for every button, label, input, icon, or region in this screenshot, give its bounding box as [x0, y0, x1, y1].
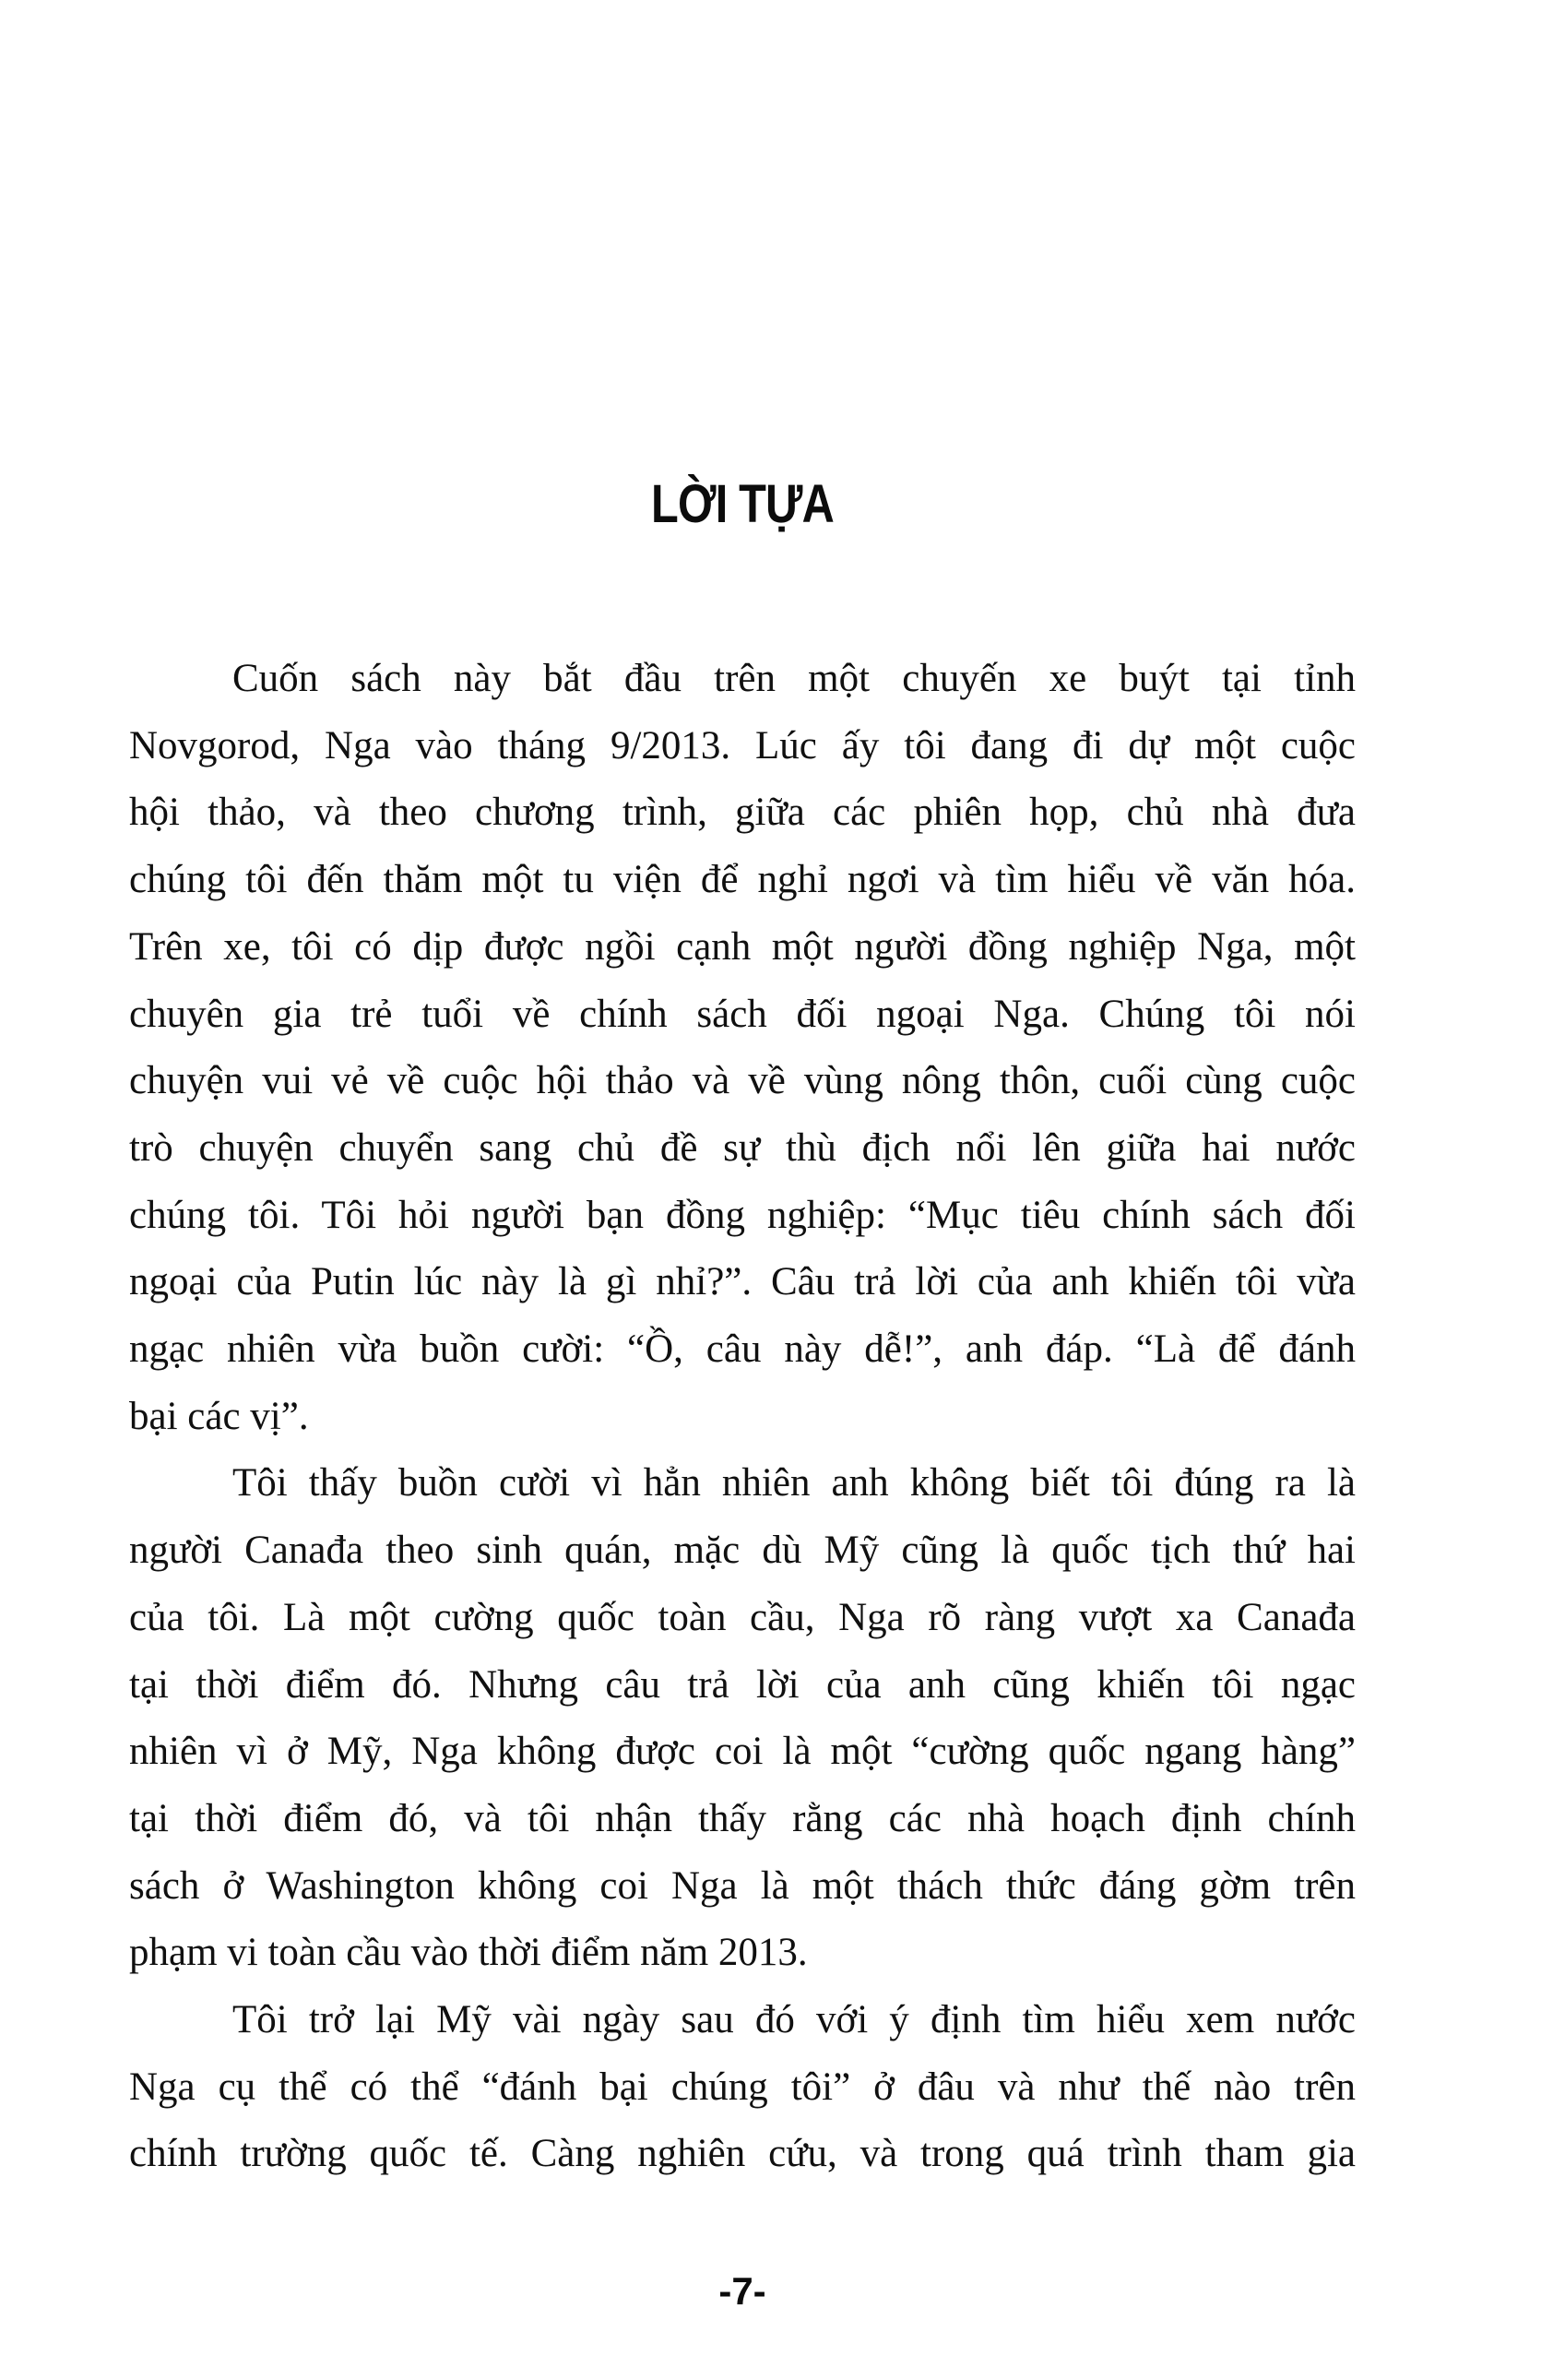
text-line: ngạc nhiên vừa buồn cười: “Ồ, câu này dễ!”, anh đáp. “Là để đánh: [129, 1327, 1356, 1372]
text-line: ngoại của Putin lúc này là gì nhỉ?”. Câu trả lời của anh khiến tôi vừa: [129, 1260, 1356, 1304]
text-line: chúng tôi. Tôi hỏi người bạn đồng nghiệp: “Mục tiêu chính sách đối: [129, 1193, 1356, 1237]
text-line: chính trường quốc tế. Càng nghiên cứu, và trong quá trình tham gia: [129, 2132, 1356, 2176]
text-line: bại các vị”.: [129, 1394, 309, 1438]
text-line: chúng tôi đến thăm một tu viện để nghỉ ngơi và tìm hiểu về văn hóa.: [129, 858, 1356, 902]
text-line: Trên xe, tôi có dịp được ngồi cạnh một người đồng nghiệp Nga, một: [129, 924, 1356, 969]
text-line: nhiên vì ở Mỹ, Nga không được coi là một “cường quốc ngang hàng”: [129, 1730, 1356, 1774]
text-line: Nga cụ thể có thể “đánh bại chúng tôi” ở đâu và như thế nào trên: [129, 2065, 1356, 2109]
paragraph: [129, 1450, 1356, 1987]
page-number: -7-: [718, 2269, 766, 2313]
text-line: chuyện vui vẻ về cuộc hội thảo và về vùng nông thôn, cuối cùng cuộc: [129, 1059, 1356, 1103]
chapter-title: LỜI TỰA: [651, 474, 834, 534]
text-line: của tôi. Là một cường quốc toàn cầu, Nga rõ ràng vượt xa Canađa: [129, 1595, 1356, 1639]
body-text: [129, 646, 1356, 2188]
text-line: Novgorod, Nga vào tháng 9/2013. Lúc ấy tôi đang đi dự một cuộc: [129, 723, 1356, 768]
paragraph: [129, 1987, 1356, 2188]
text-line: Tôi trở lại Mỹ vài ngày sau đó với ý định tìm hiểu xem nước: [232, 1998, 1356, 2042]
text-line: phạm vi toàn cầu vào thời điểm năm 2013.: [129, 1931, 808, 1975]
text-line: chuyên gia trẻ tuổi về chính sách đối ngoại Nga. Chúng tôi nói: [129, 992, 1356, 1036]
text-line: hội thảo, và theo chương trình, giữa các phiên họp, chủ nhà đưa: [129, 791, 1356, 835]
text-line: sách ở Washington không coi Nga là một thách thức đáng gờm trên: [129, 1863, 1356, 1908]
text-line: Cuốn sách này bắt đầu trên một chuyến xe buýt tại tỉnh: [232, 657, 1356, 700]
text-line: tại thời điểm đó, và tôi nhận thấy rằng các nhà hoạch định chính: [129, 1796, 1356, 1840]
text-line: người Canađa theo sinh quán, mặc dù Mỹ cũng là quốc tịch thứ hai: [129, 1529, 1356, 1573]
text-line: trò chuyện chuyển sang chủ đề sự thù địch nổi lên giữa hai nước: [129, 1125, 1356, 1170]
text-line: Tôi thấy buồn cười vì hẳn nhiên anh không biết tôi đúng ra là: [232, 1461, 1356, 1505]
paragraph: [129, 646, 1356, 1450]
text-line: tại thời điểm đó. Nhưng câu trả lời của anh cũng khiến tôi ngạc: [129, 1662, 1356, 1707]
